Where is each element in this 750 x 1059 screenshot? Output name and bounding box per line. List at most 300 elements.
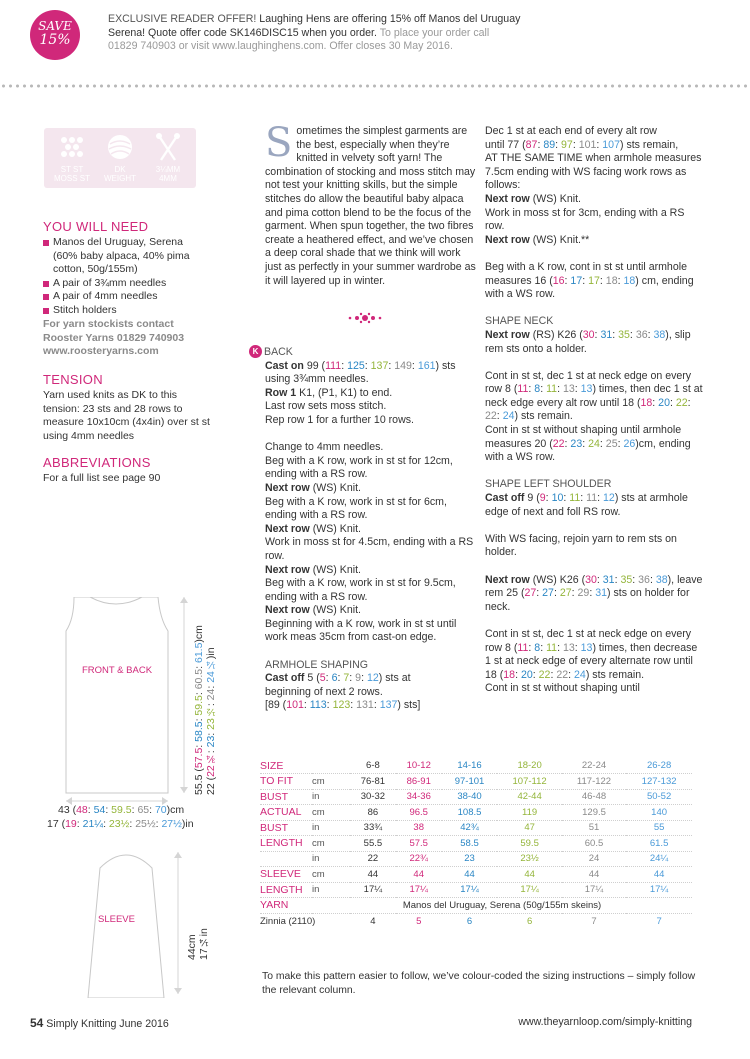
fb-h-cm-s4: 59.5 [193,695,205,716]
sep: : [373,699,380,712]
dec-s6: 107 [602,138,620,151]
fb-w-unit: )in [181,818,194,830]
arm-s5: 18 [605,274,618,287]
arm-s2: 16 [552,274,565,287]
sep: ( [513,641,518,654]
fb-w-sep: : [129,818,136,830]
ws-knit-star: (WS) Knit.** [529,233,590,246]
next-row-label: Next row [265,604,310,617]
leave-tail: holder for neck. [485,587,690,613]
sep: ), [667,573,675,586]
offer-line1: Laughing Hens are offering 15% off Manos del Uruguay [259,13,521,25]
dec-s4: 97 [561,138,573,151]
row-label: BUST [260,820,312,836]
sep: : [594,328,601,341]
table-row [260,789,692,805]
fb-h-in-s4: 23½ [205,706,217,730]
sep: ( [581,573,586,586]
lv-s3: 27 [542,587,554,600]
cell: 47 [497,820,561,836]
yarn-info-stitch [50,132,94,183]
intro-body: ometimes the simplest garments are the best, especially when they’re knitted in velvety soft yarn! The combination of stocking and moss stitch may not test your knitting skills, but the simple stitches do allow the beautiful baby alpaca and pima cotton blend to be the focus of the garment. When spun together, the two fibres create a heathered effect, and we’ve chosen a deep coral shade that we think will work just as perfectly in your summer wardrobe as it will layered up in winter. [265,125,476,287]
sep: ( [499,668,504,681]
footer-url[interactable]: www.theyarnloop.com/simply-knitting [518,1016,692,1028]
cell: 44 [350,867,396,883]
row1-text: K1, (P1, K1) to end. [296,386,393,399]
remain: remain. [537,410,573,423]
row-label [260,851,312,867]
c2-s4: 24 [588,437,600,450]
sep: : [568,668,575,681]
arm-s1: 16 ( [534,274,553,287]
co-s2: 9 [539,492,546,505]
k26-s2: 30 [585,573,597,586]
row-unit: in [312,820,350,836]
sep: : [571,587,578,600]
cell: 44 [497,867,561,883]
cont3: Cont in st st, dec 1 st at neck edge on every row 8 [485,627,692,654]
back-instructions [249,345,474,713]
cont1: Cont in st st, dec 1 st at neck edge on every row 8 [485,369,692,396]
tension-text: Yarn used knits as DK to this tension: 23 sts and 28 rows to measure 10x10cm (4x4in) over st st using 4mm needles [43,389,210,442]
next-row-label: Next row [265,522,310,535]
fb-w-sep: : [103,818,109,830]
sep: : [599,274,606,287]
st-st-6cm: Beg with a K row, work in st st for 6cm, ending with a RS row. [265,495,447,522]
co-s5: 11 [586,492,598,505]
sep: : [303,699,310,712]
row-unit: cm [312,774,350,790]
row-unit: cm [312,836,350,852]
sep: : [528,383,535,396]
k26-s4: 35 [620,573,633,586]
fb-w-unit: )cm [166,804,185,816]
yarn-desc: Manos del Uruguay, Serena (50g/155m skeins) [312,898,692,914]
sts-s1: [89 ( [265,699,287,712]
row-label: LENGTH [260,882,312,898]
cell: 119 [497,805,561,821]
cont3-b: then decrease 1 st at neck edge of every alternate row until 18 [485,641,698,681]
fb-h-in-s6: 24¼ [205,659,217,683]
sep: : [553,587,560,600]
sep: : [341,359,348,372]
sep: : [540,641,547,654]
lv-s5: 29 [577,587,590,600]
neck-row: (RS) K26 [529,328,577,341]
knitting-needles-icon [153,132,183,162]
c3-s6: 13 [580,641,593,654]
cell: 42-44 [497,789,561,805]
yarn-info-stitch-l1: ST ST [60,165,84,174]
yarn-info-weight-l1: DK [114,165,126,174]
co-s6: 12 [603,492,615,505]
fb-h-sep: : [193,663,205,669]
cast-on-needles: using 3¾mm needles. [265,373,369,386]
sep: : [599,437,606,450]
sep: : [555,138,562,151]
next-row-label: Next row [485,233,530,246]
fb-h-sep: : [205,729,217,736]
row-label: TO FIT [260,774,312,790]
sep: ), [665,328,672,341]
cast-off-s4: 7 [343,672,350,685]
sep: : [337,672,344,685]
leave: leave rem 25 [485,573,703,600]
fb-w-sep: : [155,818,162,830]
c1b-s6: 24 [502,410,515,423]
sep: ( [579,328,583,341]
front-back-width-in [47,818,194,830]
co-tail: armhole edge of next and foll RS row. [485,492,688,518]
c2-s5: 25 [605,437,618,450]
fb-h-unit: )cm [193,625,205,643]
sep: : [537,138,544,151]
fb-w-sep: : [131,804,138,816]
cast-off-tail: ) sts at [378,672,411,685]
cast-off-s1: 5 ( [307,672,320,685]
fb-w-s4: 23½ [108,818,130,830]
cell: 33¾ [350,820,396,836]
magazine-issue: Simply Knitting June 2016 [43,1018,169,1030]
cell: 107-112 [497,774,561,790]
yarn-info-needles [146,132,190,183]
row1-label: Row 1 [265,386,297,399]
cell: 51 [562,820,626,836]
fb-h-cm-s2: 57.5 [193,747,205,769]
c3-s4: 11 [546,641,558,654]
dec-s2: 87 [525,138,538,151]
sts-s5: 131 [356,699,374,712]
yarn-stockist [43,318,203,359]
page-number: 54 [30,1016,44,1030]
next-row-label: Next row [265,481,310,494]
change-needles: Change to 4mm needles. [265,441,384,454]
fb-h-sep: : [205,682,217,689]
sep: : [326,699,333,712]
cell: 55.5 [350,836,396,852]
cell: 6 [526,915,533,927]
sleeve-length [186,880,210,960]
ws-facing: With WS facing, rejoin yarn to rem sts on holder. [485,532,677,559]
c1-s6: 13 [580,383,593,396]
row-label: BUST [260,789,312,805]
cast-on-s2: 111 [325,359,342,372]
cell: 22 [350,851,396,867]
cell: 76-81 [350,774,396,790]
k26-s3: 31 [602,573,615,586]
sep: : [582,437,589,450]
table-row [260,867,692,883]
cont2: Cont in st st without shaping until armhole measures 20 [485,424,682,450]
fb-w-s5: 65 [137,804,150,816]
fb-h-cm-s6: 61.5 [193,642,205,664]
c1b-s2: 18 [640,396,653,409]
size-col-3: 14-16 [442,758,498,774]
table-row [260,774,692,790]
materials-item: Stitch holders [43,304,203,318]
offer-line3: 01829 740903 or visit www.laughinghens.com. Offer closes 30 May 2016. [108,40,453,52]
neck-s3: 31 [600,328,613,341]
sep: : [388,359,395,372]
c1-s2: 11 [517,383,529,396]
sts-s6: 137 [379,699,398,712]
reader-offer [30,10,730,72]
cast-on-tail: ) sts [435,359,456,372]
fb-w-sep: : [87,804,94,816]
fb-w-s5: 25½ [135,818,156,830]
fb-h-cm-s3: 58.5 [193,721,205,742]
arm-s4: 17 [588,274,600,287]
sep: ( [520,587,525,600]
cont4: Cont in st st without shaping until [485,682,640,695]
fb-h-in-s3: 23 [205,735,217,748]
st-st-12cm: Beg with a K row, work in st st for 12cm, ending with a RS row. [265,454,453,481]
stockist-line2: Rooster Yarns 01829 740903 [43,331,185,344]
sep: : [540,383,547,396]
sleeve-in: 17¼in [198,928,210,960]
sts-tail: ) sts] [397,699,421,712]
cell: 7 [656,915,662,927]
sep: : [532,668,539,681]
c3b-s5: 22 [556,668,569,681]
fb-w-sep: : [149,804,155,816]
cell: 42¾ [442,820,498,836]
yarn-info-needles-l2: 4MM [159,174,177,183]
neck-s2: 30 [582,328,595,341]
table-row [260,805,692,821]
sep: ( [549,437,553,450]
fb-h-sep: : [193,741,205,748]
cell: 127-132 [626,774,692,790]
sep: : [557,383,563,396]
fb-h-in-s2: 22¾ [205,753,217,777]
yarn-info-weight-l2: WEIGHT [104,174,136,183]
cell: 23 [442,851,498,867]
yarn-label: YARN [260,898,312,914]
row-label: LENGTH [260,836,312,852]
c1b-s4: 22 [675,396,688,409]
neck-s6: 38 [653,328,666,341]
armhole-title: ARMHOLE SHAPING [265,658,369,671]
sep: : [361,672,367,685]
k26: (WS) K26 [529,573,579,586]
sep: : [629,328,636,341]
cell: 17¼ [442,882,498,898]
table-row [260,882,692,898]
materials-item: Manos del Uruguay, Serena (60% baby alpaca, 40% pima cotton, 50g/155m) [43,236,203,277]
moss-stitch-icon [57,132,87,162]
cast-on-label: Cast on [265,359,304,372]
moss-set: Last row sets moss stitch. [265,400,387,413]
cell: 108.5 [442,805,498,821]
cell: 60.5 [562,836,626,852]
offer-text [108,13,568,54]
sep: : [580,492,587,505]
cell: 4 [370,915,376,927]
row-unit: cm [312,805,350,821]
yarn-ball-icon [105,132,135,162]
ornament-divider-icon [345,311,385,325]
dec-alt-row: Dec 1 st at each end of every alt row [485,125,657,137]
cell: 96.5 [396,805,442,821]
front-back-width-cm [58,804,184,816]
c2-s3: 23 [570,437,583,450]
size-col-4: 18-20 [497,758,561,774]
sep: : [496,410,503,423]
front-back-schematic [60,597,200,797]
cell: 55 [626,820,692,836]
size-col-1: 6-8 [350,758,396,774]
fb-w-s2: 48 [76,804,88,816]
c3b-s6: 24 [574,668,586,681]
moss-3cm: Work in moss st for 3cm, ending with a RS row. [485,206,685,233]
c1-s3: 8 [534,383,541,396]
next-row-label: Next row [485,573,530,586]
sleeve-cm: 44cm [186,934,198,960]
co-s4: 11 [569,492,581,505]
sts-s3: 113 [309,699,327,712]
sep: ) times, [592,641,628,654]
cell: 17¼ [497,882,561,898]
cell: 6 [466,915,473,927]
c1b-s5: 22 [485,410,497,423]
cell: 34-36 [396,789,442,805]
dec-s3: 89 [543,138,556,151]
c2-tail: )cm, ending with a WS row. [485,437,691,464]
sep: : [632,573,639,586]
table-row [260,836,692,852]
fb-h-cm: 55.5 ( [193,768,205,795]
yarn-info-weight [98,132,142,183]
sep: : [597,492,604,505]
next-row-label: Next row [485,328,530,341]
sep: : [687,396,691,409]
sep: : [617,437,624,450]
table-row [260,758,692,774]
sts-s2: 101 [286,699,304,712]
size-table [260,758,692,929]
next-row-label: Next row [265,563,310,576]
same-time: AT THE SAME TIME when armhole measures 7.5cm ending with WS facing work rows as follows: [485,152,702,192]
cast-off-s5: 9 [355,672,362,685]
lv-s6: 31 [595,587,608,600]
save-badge-line1: SAVE [38,19,72,33]
sep: : [596,138,603,151]
sep: : [612,328,619,341]
cell: 50-52 [626,789,692,805]
work-35cm: Beginning with a K row, work in st st until work meas 35cm from cast-on edge. [265,617,457,644]
ws-knit: (WS) Knit. [309,481,361,494]
fb-h-sep: : [193,715,205,722]
k26-s6: 38 [655,573,668,586]
c3b-s3: 20 [520,668,533,681]
fb-w-in: 17 ( [47,818,66,830]
c1b-s3: 20 [658,396,670,409]
table-row [260,820,692,836]
row-unit: in [312,882,350,898]
row-unit: in [312,851,350,867]
fb-h-sep: : [193,689,205,696]
sep: : [669,396,676,409]
front-back-height [193,620,217,795]
sep: ) sts at [614,492,647,505]
drop-cap: S [265,120,293,166]
shade-name: Zinnia (2110) [260,915,316,927]
arm-tail: cm, ending with a WS row. [485,274,694,301]
sleeve-schematic [80,848,190,998]
cell: 44 [562,867,626,883]
cell: 59.5 [497,836,561,852]
cell: 17¼ [626,882,692,898]
sep: : [364,359,371,372]
row-unit: cm [312,867,350,883]
cell: 86 [350,805,396,821]
k26-s5: 36 [638,573,650,586]
yarn-info-needles-l1: 3¼MM [155,165,181,174]
table-row [260,851,692,867]
cast-off-label: Cast off [485,492,525,505]
sep: : [563,492,570,505]
cell: 44 [396,867,442,883]
c3b-s4: 22 [538,668,551,681]
sep: : [589,587,596,600]
cell: 117-122 [562,774,626,790]
stockist-link[interactable]: www.roosteryarns.com [43,345,159,358]
row-label: SLEEVE [260,867,312,883]
offer-line2-tail: To place your order call [376,26,490,39]
arm-close: ) [635,274,639,287]
dec-tail: ) sts remain, [619,138,679,151]
sep: : [515,668,521,681]
cell: 38 [396,820,442,836]
cast-on-s5: 149 [394,359,412,372]
lv-s2: 27 [524,587,537,600]
tension-title: TENSION [43,372,103,387]
cell: 58.5 [442,836,498,852]
cell: 44 [626,867,692,883]
sep: : [349,672,356,685]
fb-h-sep: : [205,747,217,754]
abbreviations-title: ABBREVIATIONS [43,455,151,470]
sep: : [647,328,654,341]
row-label: ACTUAL [260,805,312,821]
ws-knit: (WS) Knit. [309,522,361,535]
fb-h-in-s5: 24 [205,688,217,701]
arm-s3: 17 [570,274,583,287]
materials-item: A pair of 4mm needles [43,290,203,304]
sep: : [649,573,656,586]
page-footer [30,1016,169,1030]
st-st-9-5cm: Beg with a K row, work in st st for 9.5cm, ending with a RS row. [265,577,456,603]
fb-w-s6: 27½ [161,818,182,830]
fb-h-unit: )in [205,647,217,660]
cell: 17¼ [562,882,626,898]
neck-s4: 35 [618,328,630,341]
c1-s4: 11 [546,383,558,396]
cell: 129.5 [562,805,626,821]
cell: 24 [562,851,626,867]
beg-k: Beg with a K row, cont in st st until armhole measures [485,260,687,287]
lv-s4: 27 [559,587,572,600]
fb-w-sep: : [105,804,112,816]
fb-w-sep: : [76,818,83,830]
fb-w-s3: 21¼ [82,818,104,830]
cast-off-s6: 12 [366,672,379,685]
knit-badge-icon: K [249,345,262,358]
ws-knit: (WS) Knit. [309,604,361,617]
neck-s5: 36 [635,328,648,341]
materials-item: A pair of 3¾mm needles [43,277,203,291]
